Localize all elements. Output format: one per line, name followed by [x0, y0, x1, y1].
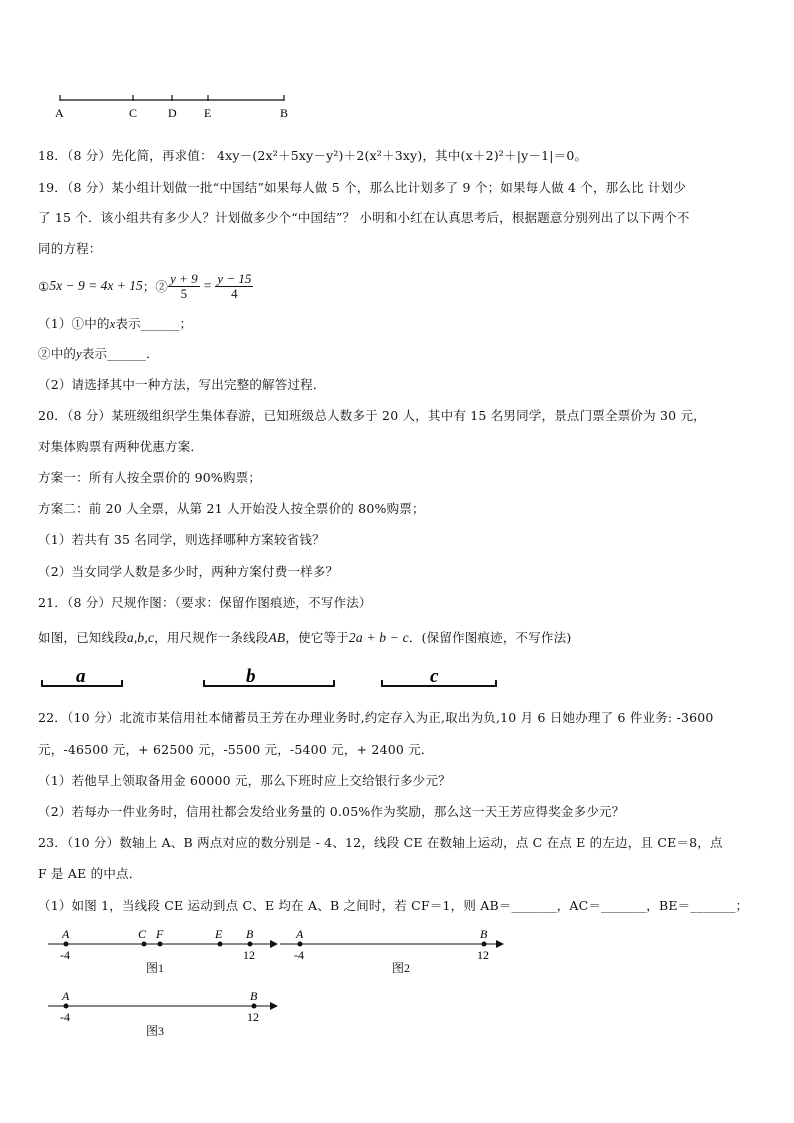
q21-text-b: ，用尺规作一条线段 [154, 630, 269, 645]
segment-c [382, 666, 496, 687]
q21-vars: a,b,c [126, 630, 155, 645]
question-20-line1: 20．（8 分）某班级组织学生集体春游，已知班级总人数多于 20 人，其中有 15 名男同学，景点门票全票价为 30 元， [38, 408, 706, 423]
segment-c-label: c [430, 666, 439, 687]
tick-minus-4: -4 [60, 1010, 70, 1024]
point-a [64, 1004, 69, 1009]
point-label-c: C [129, 106, 138, 120]
point-b [482, 942, 487, 947]
question-20-line2: 对集体购票有两种优惠方案． [38, 439, 204, 454]
question-21-line2 [38, 628, 571, 646]
question-21-line1: 21．（8 分）尺规作图：（要求：保留作图痕迹，不写作法） [38, 595, 372, 610]
label-f: F [156, 927, 164, 941]
equation-2-left-fraction [168, 272, 200, 301]
question-19-sub2: （2）请选择其中一种方法，写出完整的解答过程． [38, 377, 326, 392]
sub1b-text: ②中的 [38, 346, 77, 361]
var-x: x [109, 317, 116, 331]
question-20-plan1: 方案一：所有人按全票价的 90%购票； [38, 470, 262, 485]
sub1a-tail: 表示______； [115, 316, 193, 331]
question-22-line2: 元，-46500 元，+ 62500 元，-5500 元，-5400 元，+ 2400 元． [38, 742, 434, 757]
fraction-numerator: y − 15 [217, 270, 252, 286]
question-22-sub2: （2）若每办一件业务时，信用社都会发给业务量的 0.05%作为奖励，那么这一天王芳应得奖金多少元？ [38, 804, 625, 819]
label-b: B [250, 989, 258, 1003]
question-23-line2: F 是 AE 的中点． [38, 866, 142, 881]
point-c [142, 942, 147, 947]
question-18: 18．（8 分）先化简，再求值： 4xy－(2x²＋5xy－y²)＋2(x²＋3xy)，其中(x＋2)²＋|y－1|＝0。 [38, 148, 588, 163]
tick-minus-4: -4 [294, 948, 304, 962]
point-b [248, 942, 253, 947]
q21-expression: 2a + b − c [348, 630, 409, 645]
question-19-line3: 同的方程： [38, 241, 102, 256]
equals-sign: = [203, 278, 212, 293]
top-segment-figure [50, 92, 300, 122]
eq1-prefix: ① [38, 278, 50, 294]
question-20-plan2: 方案二：前 20 人全票，从第 21 人开始没人按全票价的 80%购票； [38, 501, 425, 516]
question-23-line1: 23．（10 分）数轴上 A、B 两点对应的数分别是 - 4、12，线段 CE 在数轴上运动，点 C 在点 E 的左边，且 CE＝8，点 [38, 835, 723, 850]
q21-segment-ab: AB [268, 630, 286, 645]
segment-b [204, 666, 334, 687]
tick-12: 12 [243, 948, 255, 962]
equation-1: 5x − 9 = 4x + 15 [49, 278, 143, 293]
sub1a-text: （1）①中的 [38, 316, 110, 331]
q21-text-c: ，使它等于 [285, 630, 349, 645]
arrow-head [496, 940, 504, 948]
fraction-numerator: y + 9 [170, 270, 198, 286]
var-y: y [76, 347, 82, 361]
point-a [64, 942, 69, 947]
figure-2-caption: 图2 [392, 961, 411, 975]
point-a [298, 942, 303, 947]
q21-text-a: 如图，已知线段 [38, 630, 127, 645]
point-b [252, 1004, 257, 1009]
question-22-sub1: （1）若他早上领取备用金 60000 元，那么下班时应上交给银行多少元？ [38, 773, 451, 788]
tick-minus-4: -4 [60, 948, 70, 962]
question-19-line2: 了 15 个．该小组共有多少人？计划做多少个“中国结”？ 小明和小红在认真思考后，根据题意分别列出了以下两个不 [38, 210, 690, 225]
fraction-denominator: 5 [180, 285, 188, 301]
label-b: B [480, 927, 488, 941]
equation-2-right-fraction [215, 272, 253, 301]
arrow-head [270, 1002, 278, 1010]
point-label-a: A [55, 106, 64, 120]
point-label-b: B [280, 106, 289, 120]
question-19-sub1b [38, 344, 159, 362]
question-20-sub1: （1）若共有 35 名同学，则选择哪种方案较省钱？ [38, 532, 325, 547]
point-label-e: E [204, 106, 212, 120]
question-19-line1: 19．（8 分）某小组计划做一批“中国结”如果每人做 5 个，那么比计划多了 9 个；如果每人做 4 个，那么比 计划少 [38, 180, 687, 195]
segment-a-label: a [76, 666, 86, 687]
q21-segments-figure [38, 662, 508, 692]
question-23-sub1: （1）如图 1，当线段 CE 运动到点 C、E 均在 A、B 之间时，若 CF＝1，则 AB＝_______，AC＝_______，BE＝_______； [38, 898, 749, 913]
figure-1-caption: 图1 [146, 961, 165, 975]
point-label-d: D [168, 106, 177, 120]
tick-12: 12 [247, 1010, 259, 1024]
point-f [158, 942, 163, 947]
question-22-line1: 22．（10 分）北流市某信用社本储蓄员王芳在办理业务时,约定存入为正,取出为负,10 月 6 日她办理了 6 件业务: -3600 [38, 710, 714, 725]
label-a: A [62, 989, 70, 1003]
segment-a [42, 666, 122, 687]
question-20-sub2: （2）当女同学人数是多少时，两种方案付费一样多？ [38, 564, 339, 579]
question-19-equations [38, 268, 253, 304]
segment-b-label: b [246, 666, 256, 687]
fraction-denominator: 4 [231, 285, 238, 301]
figure-3-caption: 图3 [146, 1024, 165, 1038]
label-b: B [246, 927, 254, 941]
point-e [218, 942, 223, 947]
eq2-prefix: ；② [142, 279, 169, 294]
sub1b-tail: 表示______． [81, 346, 159, 361]
label-a: A [62, 927, 70, 941]
label-a: A [296, 927, 304, 941]
tick-12: 12 [477, 948, 489, 962]
label-c: C [138, 927, 147, 941]
question-19-sub1a [38, 314, 192, 332]
q21-text-d: ．(保留作图痕迹，不写作法) [408, 630, 572, 645]
label-e: E [215, 927, 223, 941]
